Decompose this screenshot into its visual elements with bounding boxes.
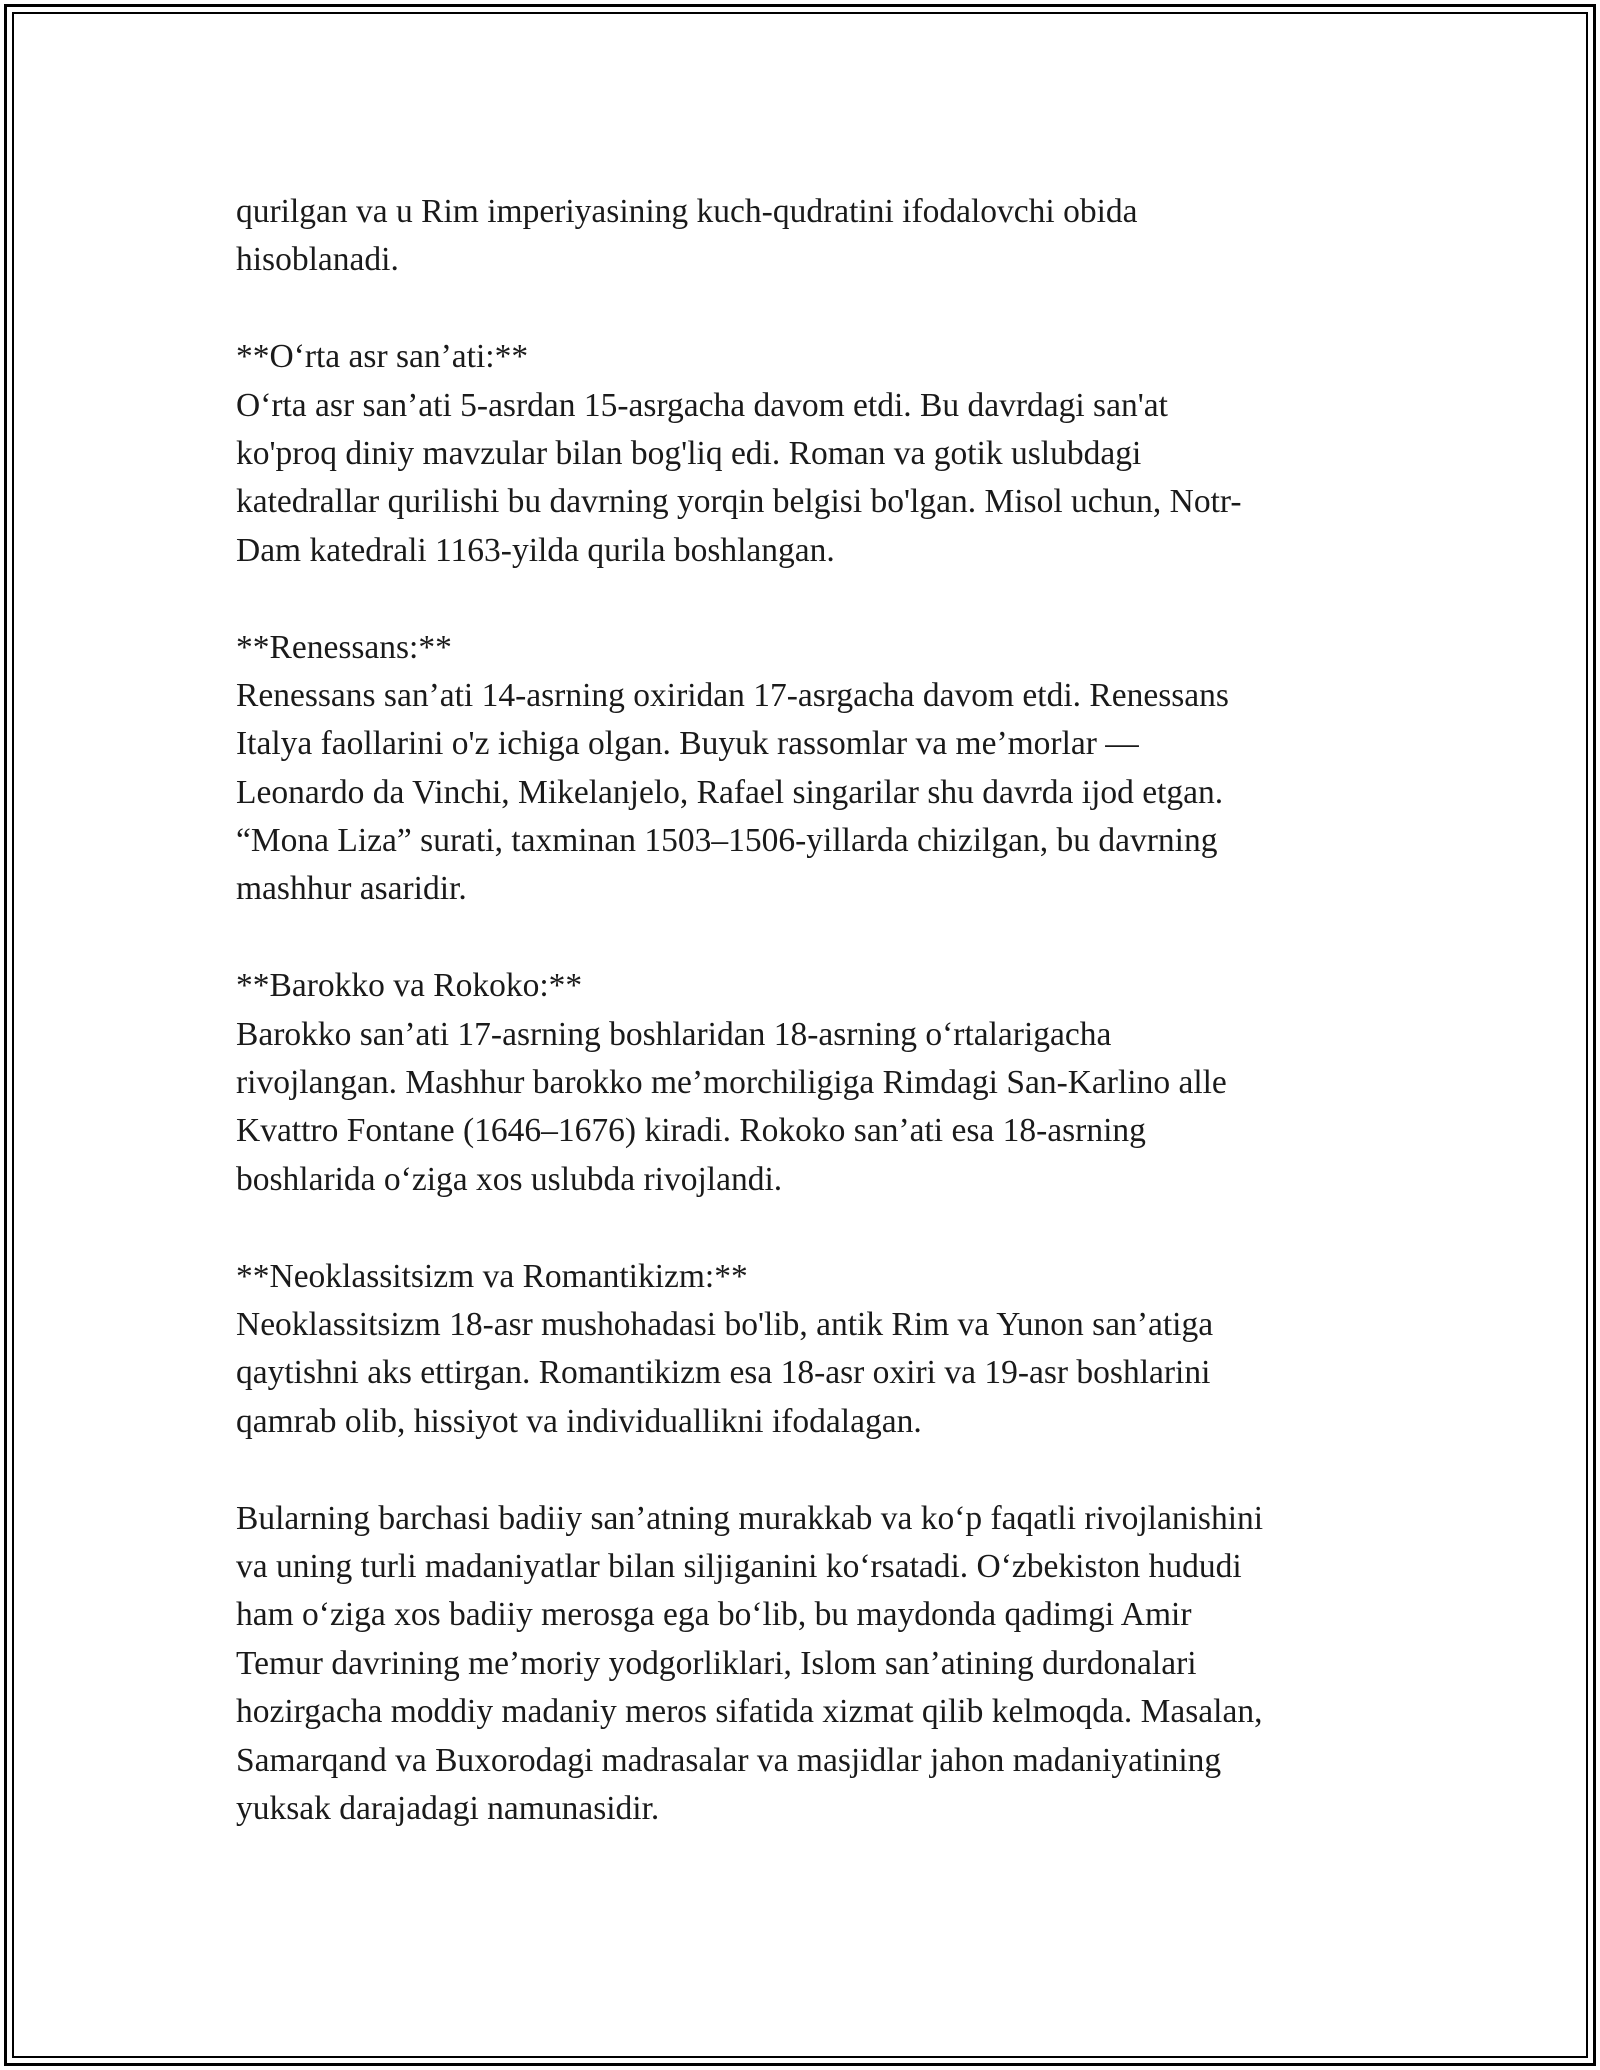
- paragraph-line: katedrallar qurilishi bu davrning yorqin belgisi bo'lgan. Misol uchun, Notr-: [236, 483, 1242, 521]
- paragraph-line: boshlarida o‘ziga xos uslubda rivojlandi.: [236, 1160, 783, 1198]
- paragraph-spacer: [236, 914, 1376, 962]
- paragraph-line: O‘rta asr san’ati 5-asrdan 15-asrgacha davom etdi. Bu davrdagi san'at: [236, 386, 1168, 424]
- paragraph-line: qurilgan va u Rim imperiyasining kuch-qudratini ifodalovchi obida: [236, 193, 1138, 230]
- paragraph-line: ham o‘ziga xos badiiy merosga ega bo‘lib, bu maydonda qadimgi Amir: [236, 1596, 1192, 1634]
- paragraph-line: va uning turli madaniyatlar bilan siljiganini ko‘rsatadi. O‘zbekiston hududi: [236, 1547, 1242, 1585]
- paragraph-line: yuksak darajadagi namunasidir.: [236, 1789, 660, 1827]
- paragraph-line: hozirgacha moddiy madaniy meros sifatida xizmat qilib kelmoqda. Masalan,: [236, 1693, 1263, 1731]
- paragraph-line: rivojlangan. Mashhur barokko me’morchiligiga Rimdagi San-Karlino alle: [236, 1064, 1227, 1102]
- paragraph-line: Samarqand va Buxorodagi madrasalar va masjidlar jahon madaniyatining: [236, 1741, 1222, 1779]
- paragraph-line: ko'proq diniy mavzular bilan bog'liq edi. Roman va gotik uslubdagi: [236, 434, 1142, 472]
- paragraph-line: qaytishni aks ettirgan. Romantikizm esa 18-asr oxiri va 19-asr boshlarini: [236, 1354, 1211, 1392]
- paragraph-line: Leonardo da Vinchi, Mikelanjelo, Rafael singarilar shu davrda ijod etgan.: [236, 773, 1224, 811]
- paragraph-line: Kvattro Fontane (1646–1676) kiradi. Rokoko san’ati esa 18-asrning: [236, 1112, 1146, 1150]
- document-body: [236, 188, 1376, 1833]
- paragraph-spacer: [236, 1204, 1376, 1252]
- paragraph-line: Bularning barchasi badiiy san’atning murakkab va ko‘p faqatli rivojlanishini: [236, 1499, 1264, 1537]
- paragraph-spacer: [236, 575, 1376, 623]
- section-heading: **O‘rta asr san’ati:**: [236, 338, 529, 376]
- section-heading: **Neoklassitsizm va Romantikizm:**: [236, 1257, 748, 1295]
- paragraph-line: Italya faollarini o'z ichiga olgan. Buyuk rassomlar va me’morlar —: [236, 725, 1139, 763]
- paragraph-line: mashhur asaridir.: [236, 870, 467, 908]
- section-orta-asr: [236, 333, 1376, 575]
- closing-paragraph: [236, 1495, 1376, 1834]
- section-renessans: [236, 624, 1376, 914]
- paragraph-line: Renessans san’ati 14-asrning oxiridan 17-asrgacha davom etdi. Renessans: [236, 676, 1229, 714]
- paragraph-line: Temur davrining me’moriy yodgorliklari, Islom san’atining durdonalari: [236, 1644, 1197, 1682]
- paragraph-line: qamrab olib, hissiyot va individuallikni ifodalagan.: [236, 1402, 922, 1440]
- paragraph-line: Dam katedrali 1163-yilda qurila boshlangan.: [236, 531, 835, 569]
- paragraph-spacer: [236, 1446, 1376, 1494]
- section-neoklassitsizm: [236, 1253, 1376, 1447]
- section-heading: **Barokko va Rokoko:**: [236, 967, 583, 1005]
- paragraph-line: “Mona Liza” surati, taxminan 1503–1506-yillarda chizilgan, bu davrning: [236, 822, 1218, 860]
- paragraph-line: Barokko san’ati 17-asrning boshlaridan 18-asrning o‘rtalarigacha: [236, 1015, 1112, 1053]
- section-heading: **Renessans:**: [236, 628, 452, 666]
- paragraph-line: Neoklassitsizm 18-asr mushohadasi bo'lib, antik Rim va Yunon san’atiga: [236, 1305, 1214, 1343]
- paragraph-spacer: [236, 285, 1376, 333]
- intro-paragraph: [236, 188, 1376, 285]
- paragraph-line: hisoblanadi.: [236, 241, 399, 279]
- section-barokko-rokoko: [236, 962, 1376, 1204]
